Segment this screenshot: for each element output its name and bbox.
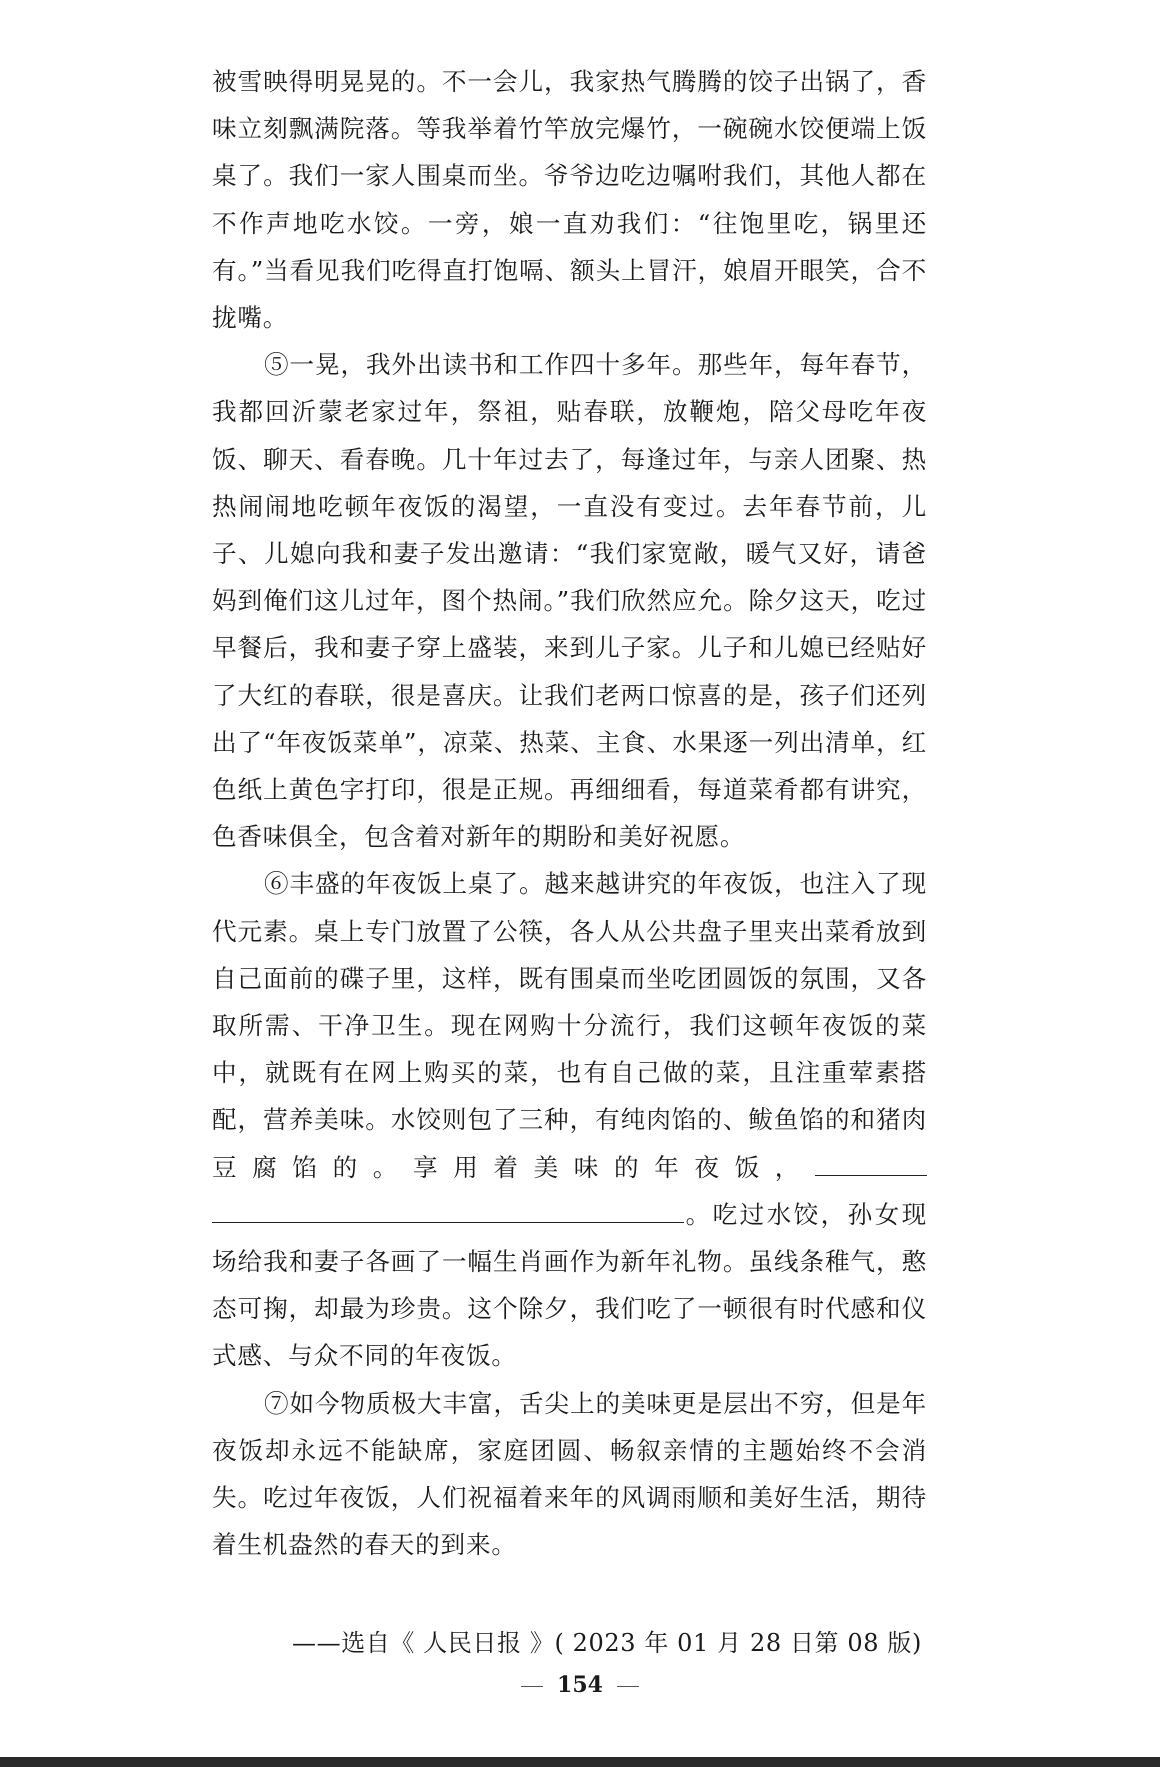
footer-dash-left (521, 1686, 543, 1687)
bottom-edge-bar (0, 1757, 1160, 1767)
paragraph-6 (212, 860, 927, 1379)
page-footer (0, 1672, 1160, 1698)
fill-in-blank-line-continued (212, 1212, 684, 1223)
paragraph-7: ⑦如今物质极大丰富，舌尖上的美味更是层出不穷，但是年夜饭却永远不能缺席，家庭团圆、畅叙亲情的主题始终不会消失。吃过年夜饭，人们祝福着来年的风调雨顺和美好生活，期待着生机盎然的春天的到来。 (212, 1388, 927, 1560)
paragraph-5: ⑤一晃，我外出读书和工作四十多年。那些年，每年春节，我都回沂蒙老家过年，祭祖，贴春联，放鞭炮，陪父母吃年夜饭、聊天、看春晚。几十年过去了，每逢过年，与亲人团聚、热热闹闹地吃顿年夜饭的渴望，一直没有变过。去年春节前，儿子、儿媳向我和妻子发出邀请：“我们家宽敞，暖气又好，请爸妈到俺们这儿过年，图个热闹。”我们欣然应允。除夕这天，吃过早餐后，我和妻子穿上盛装，来到儿子家。儿子和儿媳已经贴好了大红的春联，很是喜庆。让我们老两口惊喜的是，孩子们还列出了“年夜饭菜单”，凉菜、热菜、主食、水果逐一列出清单，红色纸上黄色字打印，很是正规。再细细看，每道菜肴都有讲究，色香味俱全，包含着对新年的期盼和美好祝愿。 (212, 350, 927, 852)
source-citation: ——选自《 人民日报 》( 2023 年 01 月 28 日第 08 版) (292, 1629, 922, 1657)
article-body (212, 58, 927, 1569)
paragraph-6-text-after-blank: 。吃过水饺，孙女现场给我和妻子各画了一幅生肖画作为新年礼物。虽线条稚气，憨态可掬，却最为珍贵。这个除夕，我们吃了一顿很有时代感和仪式感、与众不同的年夜饭。 (212, 1199, 927, 1371)
footer-dash-right (617, 1686, 639, 1687)
paragraph-6-text-before-blank: ⑥丰盛的年夜饭上桌了。越来越讲究的年夜饭，也注入了现代元素。桌上专门放置了公筷，各人从公共盘子里夹出菜肴放到自己面前的碟子里，这样，既有围桌而坐吃团圆饭的氛围，又各取所需、干净卫生。现在网购十分流行，我们这顿年夜饭的菜中，就既有在网上购买的菜，也有自己做的菜，且注重荤素搭配，营养美味。水饺则包了三种，有纯肉馅的、鲅鱼馅的和猪肉豆腐馅的。享用着美味的年夜饭， (212, 869, 927, 1182)
paragraph-continued: 被雪映得明晃晃的。不一会儿，我家热气腾腾的饺子出锅了，香味立刻飘满院落。等我举着竹竿放完爆竹，一碗碗水饺便端上饭桌了。我们一家人围桌而坐。爷爷边吃边嘱咐我们，其他人都在不作声地吃水饺。一旁，娘一直劝我们：“往饱里吃，锅里还有。”当看见我们吃得直打饱嗝、额头上冒汗，娘眉开眼笑，合不拢嘴。 (212, 67, 927, 333)
page-number: 154 (557, 1672, 603, 1698)
fill-in-blank-line (815, 1165, 927, 1176)
